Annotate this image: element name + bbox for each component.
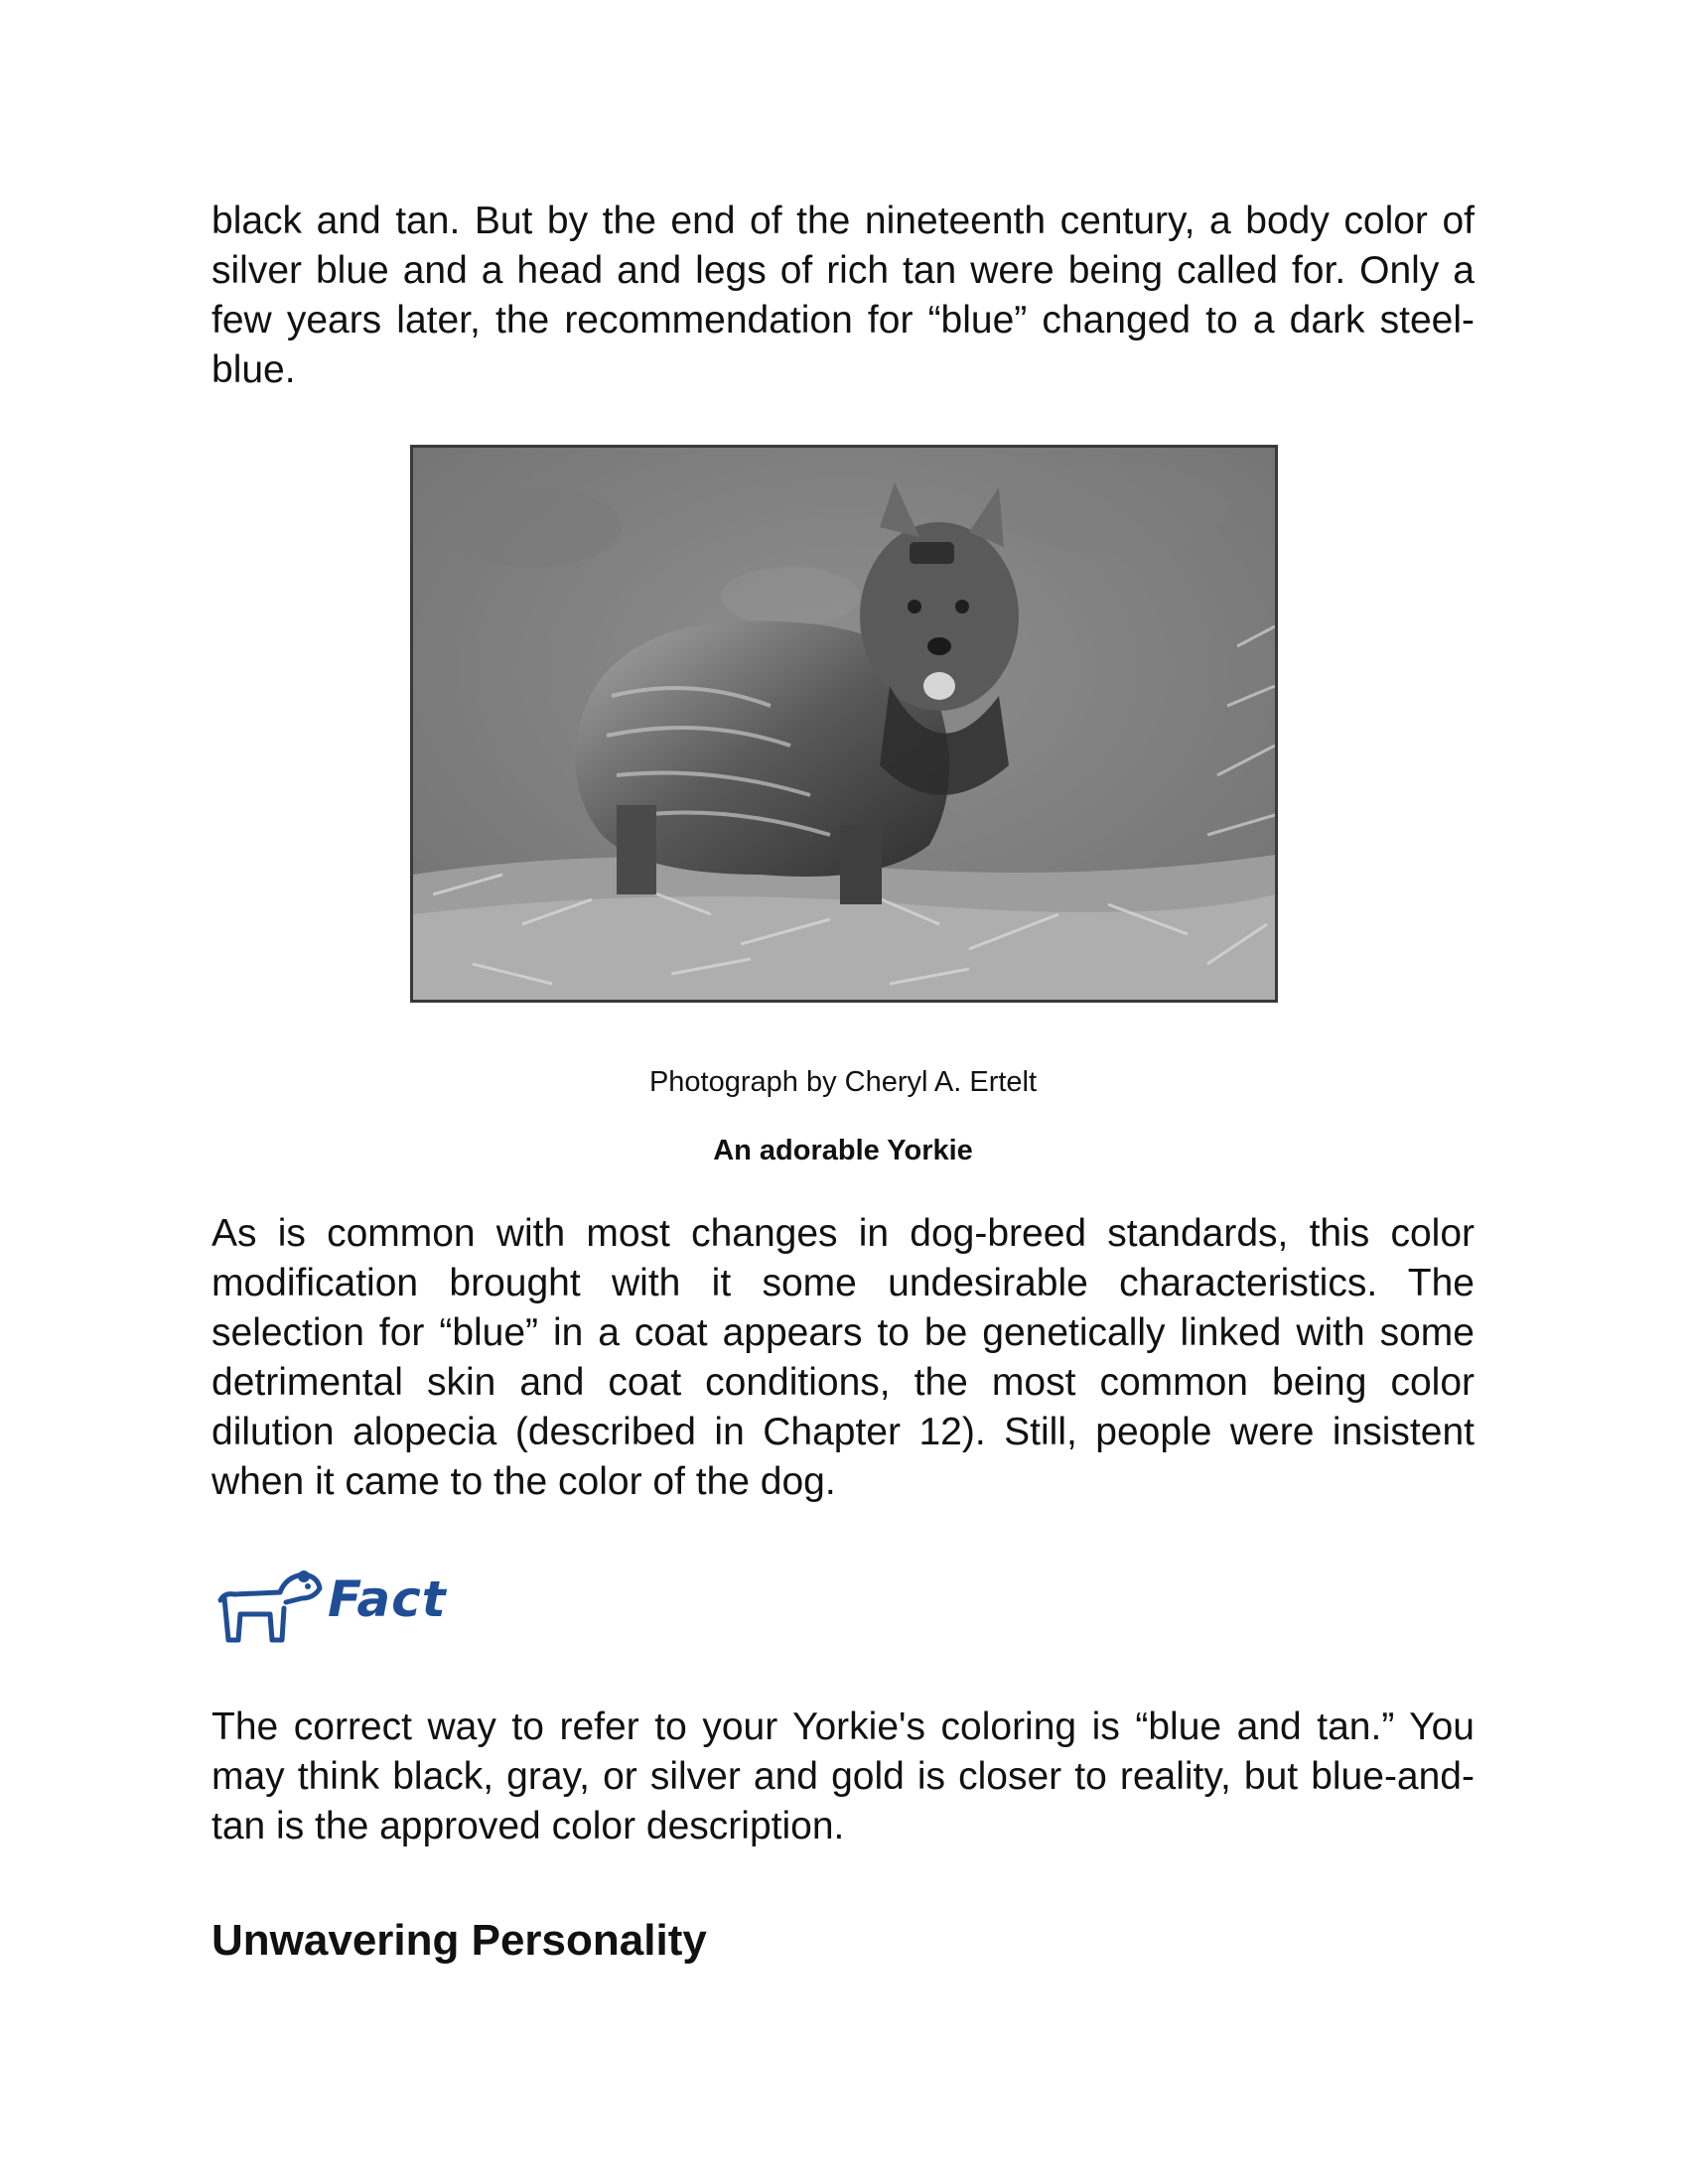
photo-caption: An adorable Yorkie	[713, 1135, 973, 1166]
fact-badge	[214, 1563, 453, 1652]
body-paragraph-3: The correct way to refer to your Yorkie's coloring is “blue and tan.” You may think black, gray, or silver and gold is closer to reality, but blue-and-tan is the approved color description.	[211, 1706, 1475, 1847]
fact-label: Fact	[328, 1570, 447, 1628]
photo-credit: Photograph by Cheryl A. Ertelt	[648, 1066, 1038, 1098]
body-paragraph-2: As is common with most changes in dog-breed standards, this color modification brought with it some undesirable characteristics. The selection for “blue” in a coat appears to be genetically linked with some detrimental skin and coat conditions, the most common being color dilution alopecia (described in Chapter 12). Still, people were insistent when it came to the color of the dog.	[211, 1212, 1475, 1503]
section-heading: Unwavering Personality	[211, 1916, 707, 1965]
yorkie-photo	[410, 445, 1278, 1003]
dog-icon	[214, 1563, 326, 1657]
body-paragraph-1: black and tan. But by the end of the nineteenth century, a body color of silver blue and a head and legs of rich tan were being called for. Only a few years later, the recommendation for “blue” changed to a dark steel-blue.	[211, 200, 1475, 391]
